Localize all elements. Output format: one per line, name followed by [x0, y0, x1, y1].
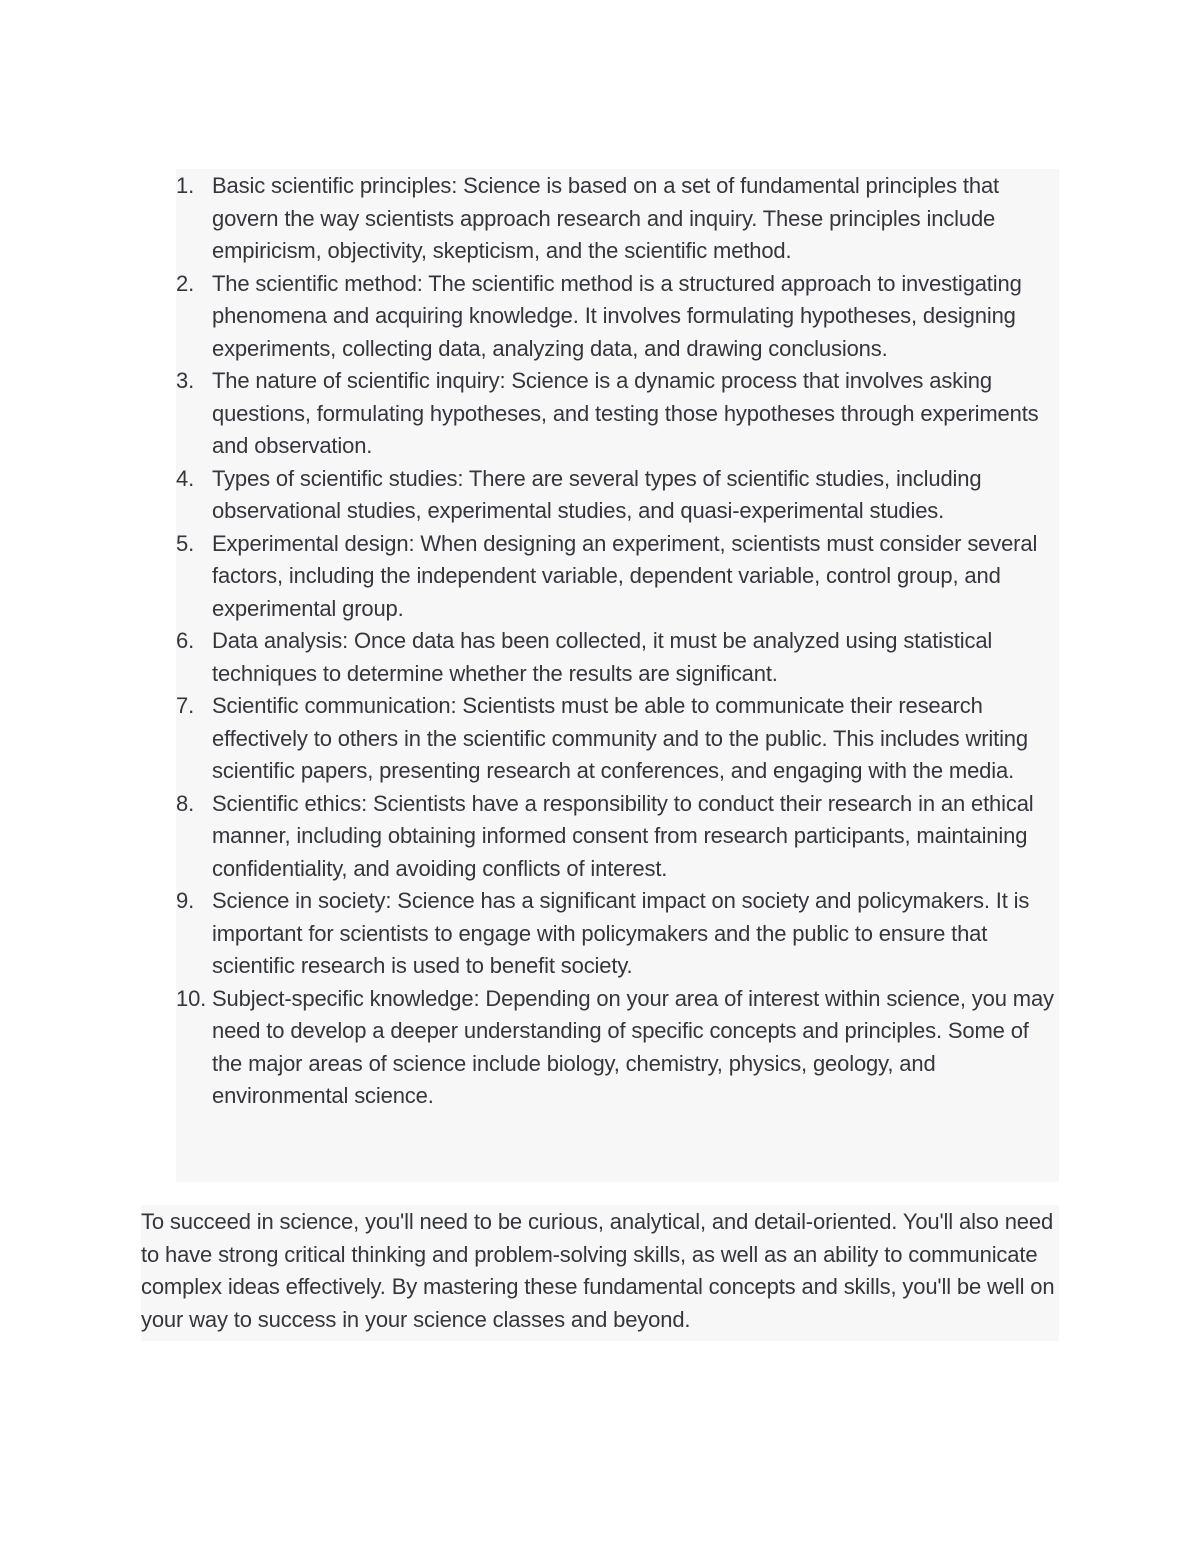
- list-item-4: [176, 463, 1059, 528]
- list-item-text: The scientific method: The scientific method is a structured approach to investigating phenomena and acquiring knowledge. It involves formulating hypotheses, designing experiments, collecting data, analyzing data, and drawing conclusions.: [212, 270, 1022, 361]
- list-item-text: The nature of scientific inquiry: Science is a dynamic process that involves asking questions, formulating hypotheses, and testing those hypotheses through experiments and observation.: [212, 368, 1039, 458]
- list-item-number: 2.: [176, 270, 195, 296]
- conclusion-paragraph: To succeed in science, you'll need to be curious, analytical, and detail-oriented. You'll also need to have strong critical thinking and problem-solving skills, as well as an ability to communicate complex ideas effectively. By mastering these fundamental concepts and skills, you'll be well on your way to success in your science classes and beyond.: [141, 1209, 1055, 1332]
- list-item-text: Types of scientific studies: There are several types of scientific studies, including observational studies, experimental studies, and quasi-experimental studies.: [212, 465, 982, 523]
- list-item-1: [176, 170, 1059, 268]
- list-item-9: [176, 885, 1059, 983]
- list-item-5: [176, 528, 1059, 626]
- list-item-text: Basic scientific principles: Science is based on a set of fundamental principles that govern the way scientists approach research and inquiry. These principles include empiricism, objectivity, skepticism, and the scientific method.: [212, 173, 1000, 263]
- conclusion-block: [141, 1205, 1059, 1341]
- list-item-number: 6.: [176, 628, 195, 653]
- list-item-10: [176, 983, 1059, 1113]
- numbered-list: [176, 170, 1059, 1113]
- list-item-text: Experimental design: When designing an experiment, scientists must consider several factors, including the independent variable, dependent variable, control group, and experimental group.: [212, 530, 1038, 621]
- list-item-text: Science in society: Science has a significant impact on society and policymakers. It is important for scientists to engage with policymakers and the public to ensure that scientific research is used to benefit society.: [212, 888, 1030, 978]
- list-item-7: [176, 690, 1059, 788]
- list-item-text: Scientific communication: Scientists must be able to communicate their research effectively to others in the scientific community and to the public. This includes writing scientific papers, presenting research at conferences, and engaging with the media.: [212, 693, 1028, 783]
- list-item-text: Data analysis: Once data has been collected, it must be analyzed using statistical techniques to determine whether the results are significant.: [212, 628, 993, 686]
- list-item-number: 5.: [176, 530, 195, 556]
- list-item-number: 1.: [176, 173, 195, 198]
- numbered-list-block: [176, 169, 1059, 1182]
- list-item-number: 7.: [176, 693, 195, 718]
- list-item-2: [176, 268, 1059, 366]
- list-item-6: [176, 625, 1059, 690]
- list-item-3: [176, 365, 1059, 463]
- list-item-text: Scientific ethics: Scientists have a responsibility to conduct their research in an ethical manner, including obtaining informed consent from research participants, maintaining confidentiality, and avoiding conflicts of interest.: [212, 790, 1034, 881]
- list-item-8: [176, 788, 1059, 886]
- list-item-number: 9.: [176, 888, 195, 913]
- list-item-number: 10.: [176, 985, 207, 1011]
- list-item-number: 8.: [176, 790, 195, 816]
- list-item-number: 3.: [176, 368, 195, 393]
- list-item-text: Subject-specific knowledge: Depending on your area of interest within science, you may need to develop a deeper understanding of specific concepts and principles. Some of the major areas of science include biology, chemistry, physics, geology, and environmental science.: [212, 985, 1054, 1108]
- list-item-number: 4.: [176, 465, 195, 491]
